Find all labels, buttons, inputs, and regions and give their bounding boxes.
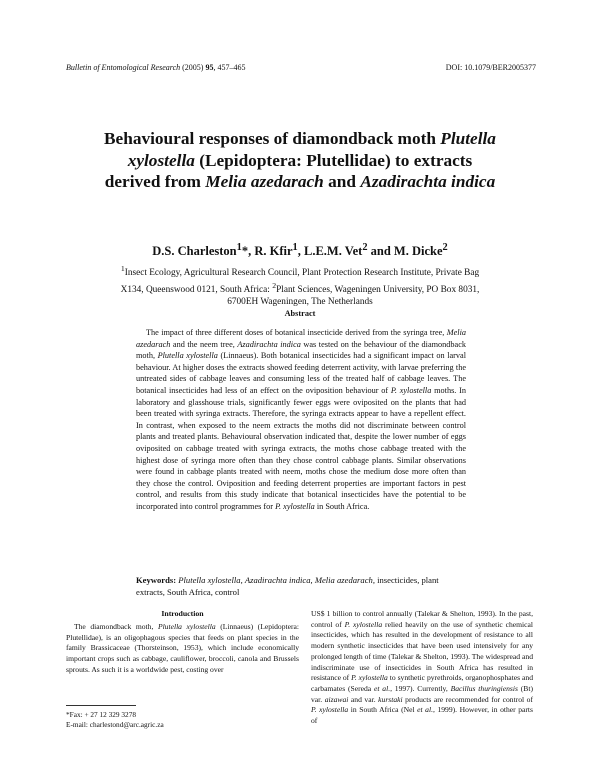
abstract-species: P. xylostella [275, 501, 315, 511]
journal-name: Bulletin of Entomological Research [66, 63, 181, 72]
keyword: Azadirachta indica [244, 575, 311, 585]
keyword-separator: , [310, 575, 315, 585]
author-name: , L.E.M. Vet [297, 244, 363, 259]
introduction-right-column [311, 609, 533, 727]
abstract-text: was tested on the behaviour of the diamondback moth, [136, 339, 466, 361]
author-name: and M. Dicke [367, 244, 443, 259]
body-text: and var. [348, 694, 379, 704]
title-species: Azadirachta indica [360, 172, 496, 191]
corresponding-marker: * [241, 244, 249, 259]
affiliations [110, 263, 490, 309]
body-species: P. xylostella [344, 619, 383, 629]
body-species: P. xylostella [311, 705, 349, 715]
abstract-species: Azadirachta indica [237, 339, 301, 349]
keyword: Plutella xylostella [178, 575, 241, 585]
affiliation-text: Plant Sciences, Wageningen University, PO Box 8031, 6700EH Wageningen, The Netherlands [227, 284, 480, 308]
title-species: Plutella xylostella [127, 129, 496, 170]
journal-citation [66, 63, 245, 72]
body-text: , 1999). However, in other parts of [311, 705, 533, 726]
body-text: , 1997). Currently, [390, 683, 451, 693]
body-species: kurstaki [378, 694, 403, 704]
abstract-text: (Linnaeus). Both botanical insecticides had a significant impact on larval behaviour. At higher doses the extracts showed feeding deterrent activity, with larvae preferring the untreated sides of cabbage leaves and consuming less of the treated half of cabbage leaves. The botanical insecticides had less of an effect on the oviposition behaviour of [136, 351, 467, 395]
keyword: Melia azedarach [314, 575, 373, 585]
abstract-species: P. xylostella [390, 385, 432, 395]
journal-year: (2005) [180, 63, 206, 72]
doi: DOI: 10.1079/BER2005377 [445, 63, 536, 72]
abstract-text: moths. In laboratory and glasshouse trials, significantly fewer eggs were oviposited on the plants that had been treated with syringa extracts. Therefore, the syringa extracts appear to have a repellent effect. In contrast, when exposed to the neem extracts the moths did not discriminate between control plants and treated plants. Behavioural observation indicated that, despite the lower number of eggs oviposited on cabbage treated with syringa extracts, the moths chose cabbage treated with the highest dose of syringa more often than they chose control cabbage plants. Similar observations were found in cabbage plants treated with neem, moths chose the medium dose more often than they chose the control. Oviposition and feeding deterrent properties are important factors in pest control, and results from this study indicate that botanical insecticides have the potential to be incorporated into control programmes for [136, 385, 466, 511]
affiliation-marker: 2 [442, 242, 448, 253]
body-species: P. xylostella [351, 673, 388, 683]
abstract-text: and the neem tree, [170, 339, 238, 349]
keywords-label: Keywords: [136, 575, 177, 585]
introduction-heading: Introduction [161, 609, 204, 618]
keyword-separator: , [240, 575, 245, 585]
affiliation-marker: 1 [120, 264, 125, 273]
body-text: (Bt) var. [311, 683, 534, 704]
footnote-fax: *Fax: + 27 12 329 3278 [66, 710, 136, 719]
body-text: US$ 1 billion to control annually (Talekar & Shelton, 1993). In the past, control of [311, 609, 533, 629]
abstract-species: Melia azedarach [136, 328, 466, 349]
journal-pages: , 457–465 [213, 63, 246, 72]
body-text: relied heavily on the use of synthetic chemical insecticides, which has resulted in the development of resistance to all modern synthetic insecticides that have been used intensively for any prolonged length of time (Talekar & Shelton, 1993). The widespread and indiscriminate use of insecticides in South Africa has resulted in resistance of [311, 619, 533, 683]
affiliation-marker: 2 [362, 242, 368, 253]
article-title [100, 128, 500, 193]
body-text: The diamondback moth, [74, 622, 158, 631]
affiliation-marker: 1 [292, 242, 298, 253]
footnote [66, 710, 299, 730]
abstract-heading: Abstract [284, 309, 316, 318]
body-species: Bacillus thuringiensis [450, 683, 518, 693]
affiliation-text: Insect Ecology, Agricultural Research Council, Plant Protection Research Institute, Private Bag X134, Queenswood 0121, South Africa: [120, 268, 480, 295]
title-text: Behavioural responses of diamondback moth [104, 129, 441, 148]
author-list [80, 242, 520, 259]
author-name: D.S. Charleston [152, 244, 237, 259]
body-species: aizawai [324, 694, 349, 704]
running-header [66, 63, 536, 72]
abstract-text: The impact of three different doses of botanical insecticide derived from the syringa tree, [146, 328, 447, 337]
affiliation-marker: 2 [272, 280, 277, 290]
title-species: Melia azedarach [205, 172, 324, 191]
abstract-body [136, 327, 466, 513]
body-text-italic: et al. [373, 683, 391, 693]
affiliation-marker: 1 [236, 242, 242, 253]
footnote-divider [66, 705, 136, 706]
body-text: to synthetic pyrethroids, organophosphates and carbamates (Sereda [311, 673, 533, 693]
abstract-species: Plutella xylostella [157, 351, 218, 361]
body-text: products are recommended for control of [402, 694, 534, 704]
body-species: Plutella xylostella [157, 622, 216, 631]
journal-volume: 95 [205, 63, 214, 72]
title-text: (Lepidoptera: Plutellidae) to extracts derived from [104, 150, 473, 191]
title-text: and [323, 172, 361, 191]
body-text: (Linnaeus) (Lepidoptera: Plutellidae), is an oligophagous species that feeds on plant species in the family Brassicaceae (Thorsteinson, 1953), which include economically important crops such as cabbage, cauliflower, broccoli, canola and Brussels sprouts. As such it is a worldwide pest, costing over [66, 622, 300, 674]
keyword: , insecticides, plant extracts, South Africa, control [136, 575, 439, 597]
body-text: in South Africa (Nel [348, 705, 418, 715]
keywords [136, 575, 466, 598]
abstract-text: in South Africa. [314, 501, 370, 511]
introduction-left-column [66, 622, 299, 676]
author-name: , R. Kfir [248, 244, 293, 259]
body-text-italic: et al. [417, 705, 433, 715]
footnote-email: E-mail: charlestond@arc.agric.za [66, 720, 164, 729]
